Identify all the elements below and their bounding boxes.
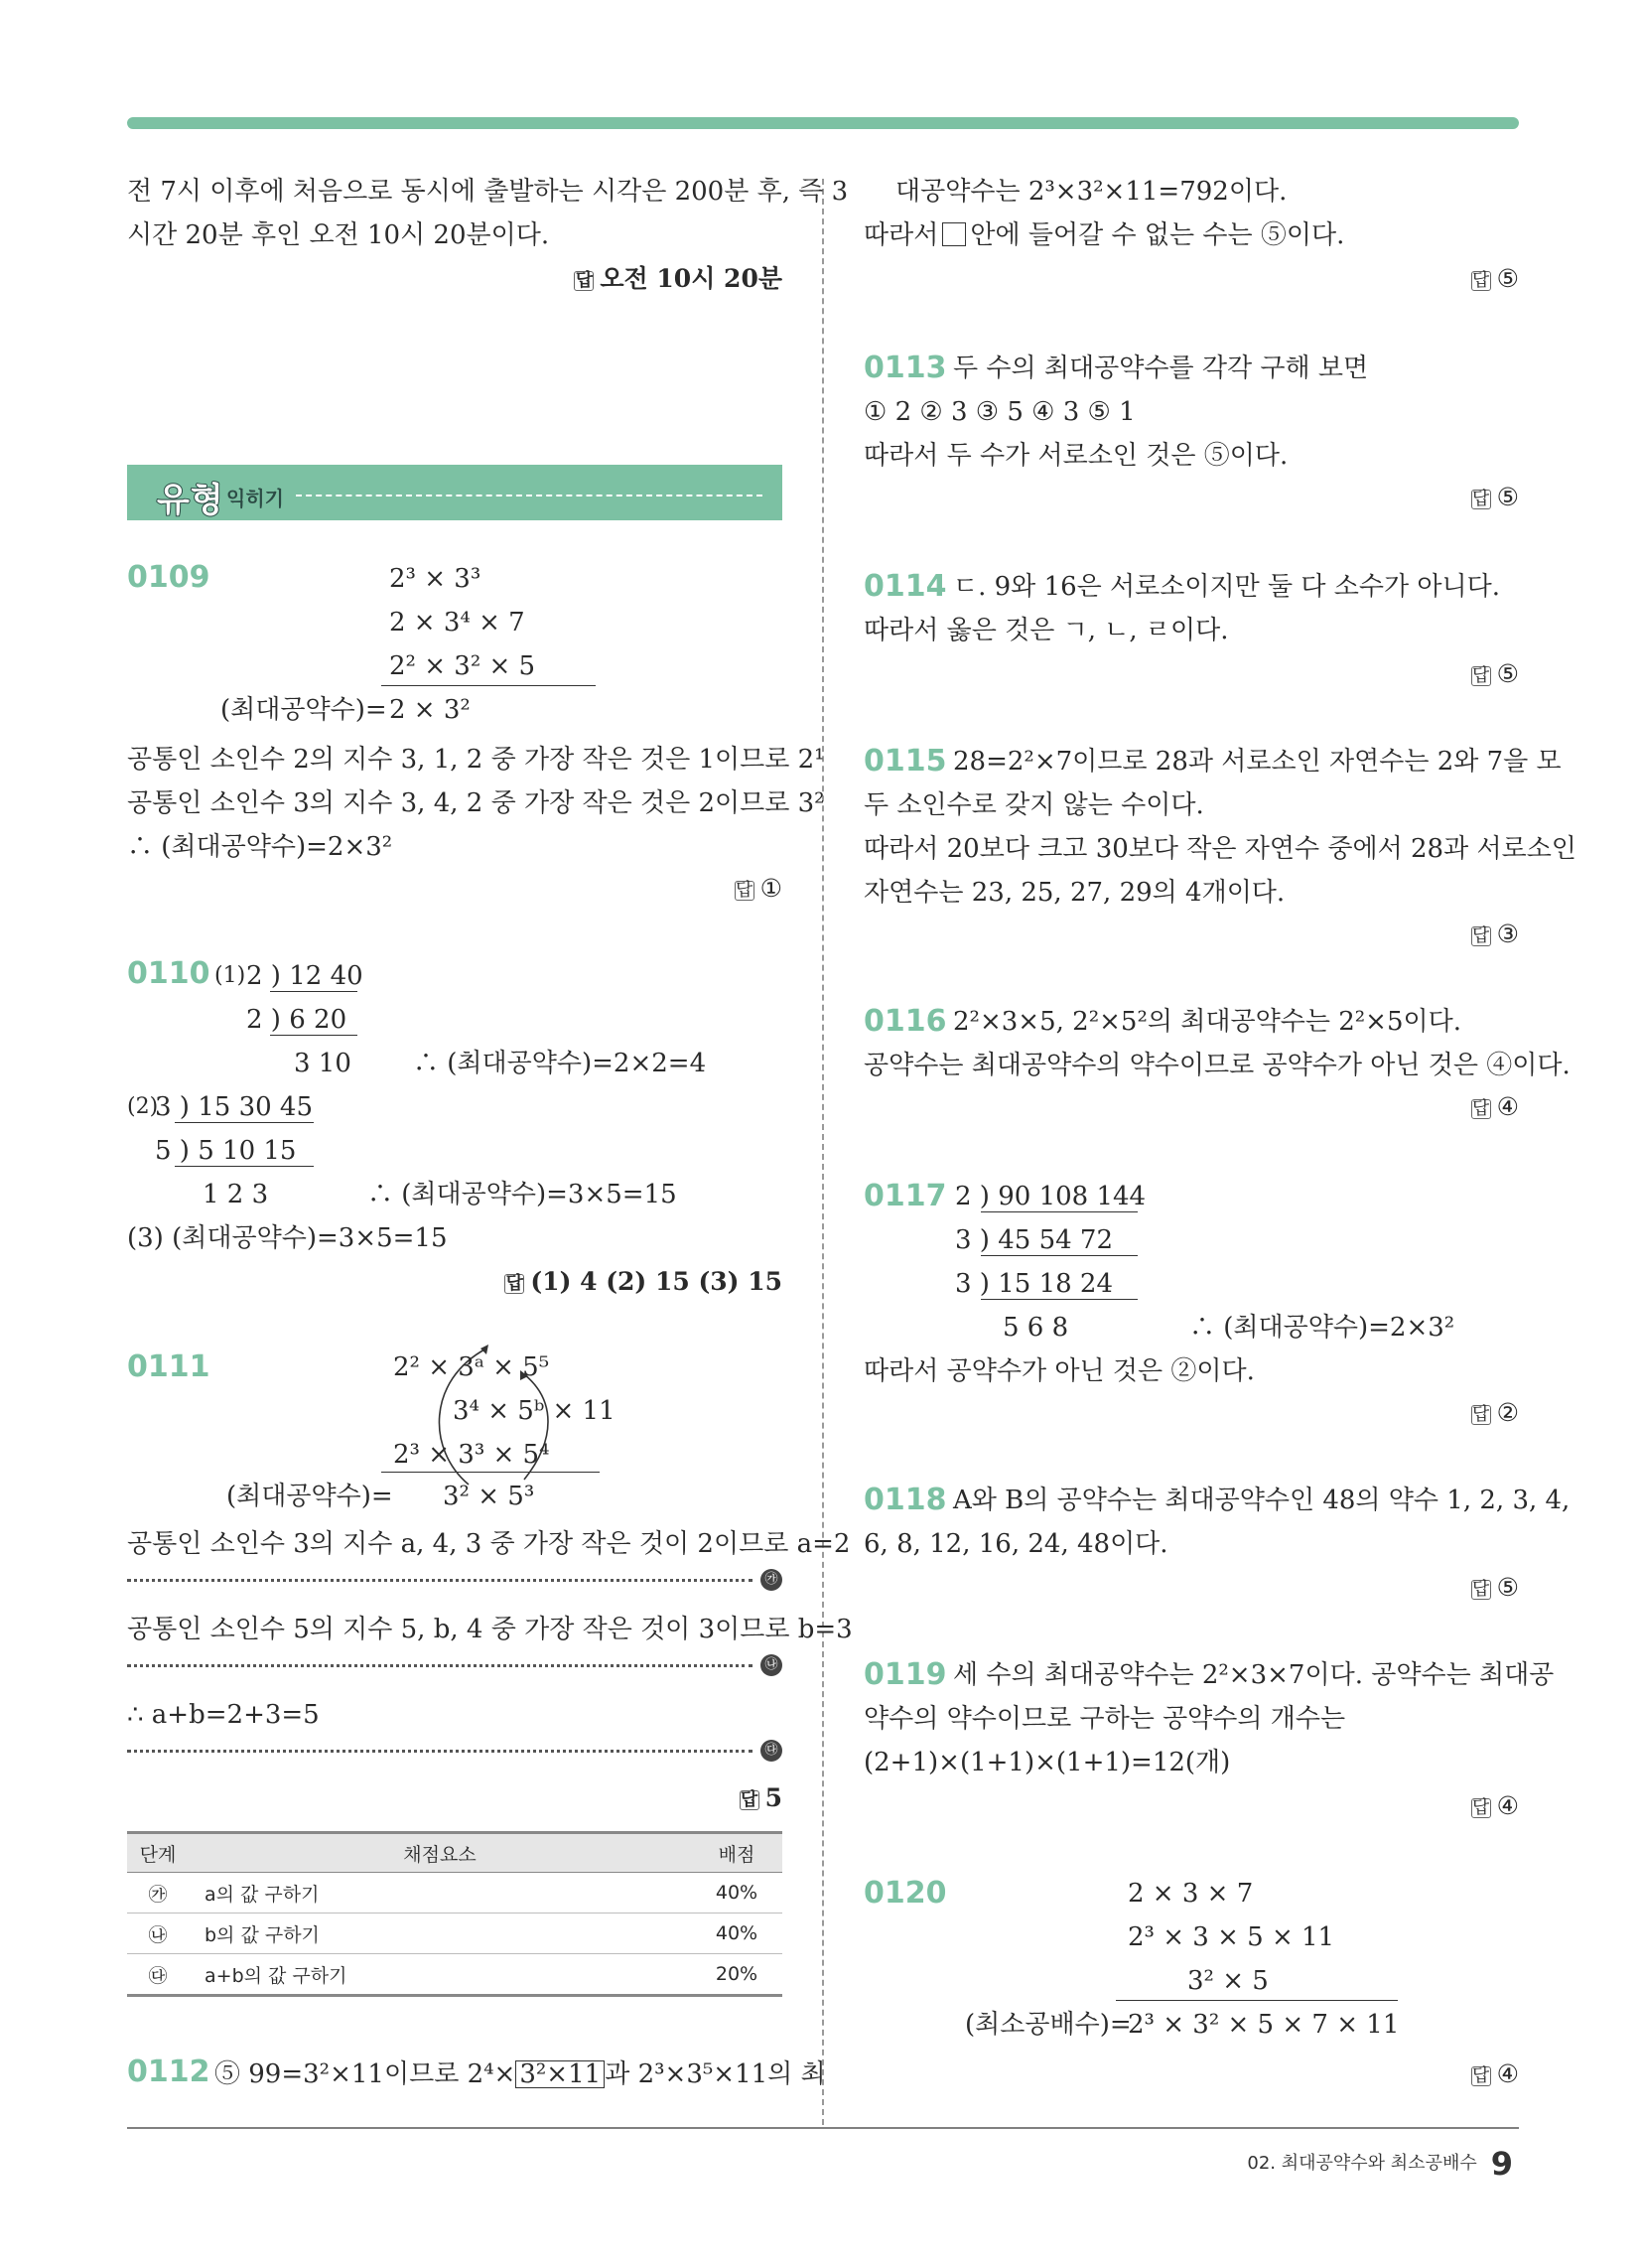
q115-line-2: 두 소인수로 갖지 않는 수이다. [864, 790, 1204, 820]
answer-mark-icon: 답 [1471, 1796, 1490, 1818]
q120-row-2: 2³ × 3 × 5 × 11 [1128, 1922, 1335, 1952]
q111-line-3: ∴ a+b=2+3=5 [127, 1700, 320, 1730]
q117-row-3: 3 ) 15 18 24 [955, 1269, 1113, 1299]
q118-line-1: A와 B의 공약수는 최대공약수인 48의 약수 1, 2, 3, 4, [953, 1486, 1571, 1515]
q110-part2-row-1: 3 ) 15 30 45 [155, 1092, 313, 1122]
blank-box-icon [942, 222, 966, 246]
answer-mark-icon: 답 [1471, 664, 1490, 686]
q117-line-3 [981, 1299, 1138, 1300]
q110-part1-row-1: 2 ) 12 40 [246, 961, 363, 991]
question-number-0119: 0119 [864, 1657, 947, 1692]
answer-mark-icon: 답 [1471, 1403, 1490, 1425]
q116-line-1: 2²×3×5, 2²×5²의 최대공약수는 2²×5이다. [953, 1007, 1461, 1037]
question-number-0111: 0111 [127, 1349, 210, 1384]
question-number-0116: 0116 [864, 1004, 947, 1039]
q118-answer: 답 ⑤ [1471, 1573, 1519, 1602]
q112-boxed-term: 3²×11 [515, 2060, 605, 2088]
q111-mark-1: ㉮ [760, 1569, 782, 1591]
q113-line-1: 두 수의 최대공약수를 각각 구해 보면 [953, 354, 1369, 383]
q111-line-1: 공통인 소인수 3의 지수 a, 4, 3 중 가장 작은 것이 2이므로 a=2 [127, 1529, 851, 1559]
q117-answer: 답 ② [1471, 1398, 1519, 1427]
answer-mark-icon: 답 [505, 1272, 524, 1294]
q111-dotted-line-1 [127, 1579, 753, 1582]
row-score: 40% [691, 1873, 782, 1914]
q119-answer: 답 ④ [1471, 1791, 1519, 1820]
q111-row-3: 2³ × 3³ × 5⁴ [393, 1440, 550, 1470]
q117-row-1: 2 ) 90 108 144 [955, 1182, 1147, 1211]
q116-line-2: 공약수는 최대공약수의 약수이므로 공약수가 아닌 것은 ④이다. [864, 1051, 1571, 1080]
q110-part1-row-2: 2 ) 6 20 [246, 1005, 347, 1035]
q109-answer: 답 ① [735, 874, 782, 903]
header-step: 단계 [127, 1833, 189, 1873]
cont-line-2 [864, 220, 1344, 250]
answer-mark-icon: 답 [740, 1788, 758, 1810]
answer-mark-icon: 답 [1471, 269, 1490, 291]
cont-line-2b: 안에 들어갈 수 없는 수는 ⑤이다. [970, 220, 1345, 250]
row-step: ㉰ [127, 1954, 189, 1996]
q112-line [214, 2059, 826, 2089]
q113-line-3: 따라서 두 수가 서로소인 것은 ⑤이다. [864, 441, 1289, 471]
top-accent-bar [127, 117, 1519, 129]
table-row [127, 1914, 782, 1954]
q111-mark-3: ㉰ [760, 1740, 782, 1762]
question-number-0117: 0117 [864, 1179, 947, 1213]
q109-line-2: 공통인 소인수 3의 지수 3, 4, 2 중 가장 작은 것은 2이므로 3² [127, 788, 825, 818]
question-number-0109: 0109 [127, 560, 210, 595]
footer-rule [127, 2127, 1519, 2129]
q117-row-4: 5 6 8 [1003, 1313, 1069, 1343]
header-score: 배점 [691, 1833, 782, 1873]
section-banner [127, 465, 782, 520]
q110-part3: (3) (최대공약수)=3×5=15 [127, 1223, 448, 1253]
row-item: b의 값 구하기 [189, 1914, 691, 1954]
q111-line-2: 공통인 소인수 5의 지수 5, b, 4 중 가장 작은 것이 3이므로 b=3 [127, 1615, 853, 1644]
q111-dotted-line-3 [127, 1750, 753, 1753]
q109-row-2: 2 × 3⁴ × 7 [389, 608, 525, 638]
q109-gcd-label: (최대공약수)= [220, 695, 387, 725]
q109-gcd-value: 2 × 3² [389, 695, 471, 725]
cont-line-1: 대공약수는 2³×3²×11=792이다. [895, 177, 1288, 207]
banner-dash [296, 495, 762, 496]
question-number-0113: 0113 [864, 351, 947, 385]
q113-answer: 답 ⑤ [1471, 483, 1519, 511]
intro-answer: 답 오전 10시 20분 [575, 264, 782, 293]
chapter-title: 02. 최대공약수와 최소공배수 [1247, 2153, 1477, 2174]
answer-mark-icon: 답 [735, 879, 753, 901]
q110-part1-result: ∴ (최대공약수)=2×2=4 [413, 1049, 707, 1078]
q111-gcd-value: 3² × 5³ [443, 1482, 535, 1511]
question-number-0115: 0115 [864, 744, 947, 779]
q111-mark-2: ㉯ [760, 1654, 782, 1676]
answer-mark-icon: 답 [575, 269, 594, 291]
q114-answer: 답 ⑤ [1471, 659, 1519, 688]
q110-p2-line-1 [175, 1122, 314, 1123]
q120-lcm-label: (최소공배수)= [965, 2010, 1132, 2040]
q115-line-1: 28=2²×7이므로 28과 서로소인 자연수는 2와 7을 모 [953, 747, 1562, 777]
q120-lcm-value: 2³ × 3² × 5 × 7 × 11 [1128, 2010, 1400, 2040]
q120-row-1: 2 × 3 × 7 [1128, 1879, 1254, 1909]
q114-line-2: 따라서 옳은 것은 ㄱ, ㄴ, ㄹ이다. [864, 616, 1229, 645]
row-item: a+b의 값 구하기 [189, 1954, 691, 1996]
answer-mark-icon: 답 [1471, 924, 1490, 946]
q112-text-a: ⑤ 99=3²×11이므로 2⁴× [214, 2059, 516, 2089]
q119-line-1: 세 수의 최대공약수는 2²×3×7이다. 공약수는 최대공 [953, 1660, 1555, 1690]
q114-line-1: ㄷ. 9와 16은 서로소이지만 둘 다 소수가 아니다. [953, 572, 1500, 602]
q110-answer: 답 (1) 4 (2) 15 (3) 15 [505, 1267, 782, 1296]
banner-title: 유형 [157, 481, 224, 520]
q115-line-3: 따라서 20보다 크고 30보다 작은 자연수 중에서 28과 서로소인 [864, 834, 1576, 864]
answer-mark-icon: 답 [1471, 2064, 1490, 2086]
q110-p2-line-2 [175, 1166, 314, 1167]
column-divider [822, 179, 824, 2125]
q110-part1-label: (1) [214, 963, 246, 988]
question-number-0112: 0112 [127, 2055, 210, 2089]
page-footer [1247, 2145, 1513, 2183]
question-number-0114: 0114 [864, 569, 947, 604]
answer-mark-icon: 답 [1471, 1578, 1490, 1600]
scoring-table [127, 1831, 782, 1997]
q117-line: 따라서 공약수가 아닌 것은 ②이다. [864, 1356, 1255, 1386]
q111-sum-line [381, 1472, 600, 1473]
q110-part2-result: ∴ (최대공약수)=3×5=15 [367, 1180, 677, 1209]
q119-line-2: 약수의 약수이므로 구하는 공약수의 개수는 [864, 1704, 1346, 1734]
q117-line-1 [981, 1211, 1138, 1212]
q109-line-3: ∴ (최대공약수)=2×3² [127, 832, 393, 862]
q110-part2-row-2: 5 ) 5 10 15 [155, 1136, 297, 1166]
table-row [127, 1954, 782, 1996]
q113-line-2: ① 2 ② 3 ③ 5 ④ 3 ⑤ 1 [864, 397, 1136, 427]
page-number: 9 [1490, 2145, 1513, 2183]
q111-answer: 답 5 [740, 1783, 782, 1812]
q110-part2-label: (2) [127, 1094, 159, 1119]
q109-row-1: 2³ × 3³ [389, 564, 481, 594]
intro-line-2: 시간 20분 후인 오전 10시 20분이다. [127, 220, 550, 250]
q119-line-3: (2+1)×(1+1)×(1+1)=12(개) [864, 1748, 1231, 1777]
q110-p1-line-2 [270, 1035, 357, 1036]
q111-row-1: 2² × 3ᵃ × 5⁵ [393, 1352, 550, 1382]
q117-row-2: 3 ) 45 54 72 [955, 1225, 1113, 1255]
q109-sum-line [381, 685, 596, 686]
q120-answer: 답 ④ [1471, 2059, 1519, 2088]
q109-row-3: 2² × 3² × 5 [389, 651, 536, 681]
q110-part2-row-3: 1 2 3 [203, 1180, 269, 1209]
q110-part1-row-3: 3 10 [294, 1049, 351, 1078]
question-number-0120: 0120 [864, 1876, 947, 1911]
intro-line-1: 전 7시 이후에 처음으로 동시에 출발하는 시각은 200분 후, 즉 3 [127, 177, 849, 207]
q111-dotted-line-2 [127, 1664, 753, 1667]
q111-gcd-label: (최대공약수)= [226, 1482, 393, 1511]
q115-answer: 답 ③ [1471, 920, 1519, 948]
q112-text-b: 과 2³×3⁵×11의 최 [605, 2059, 826, 2089]
question-number-0110: 0110 [127, 956, 210, 991]
scoring-table-header [127, 1833, 782, 1873]
row-score: 40% [691, 1914, 782, 1954]
question-number-0118: 0118 [864, 1483, 947, 1517]
q120-sum-line [1116, 2000, 1398, 2001]
q111-row-2: 3⁴ × 5ᵇ × 11 [453, 1396, 616, 1426]
q117-line-2 [981, 1255, 1138, 1256]
row-step: ㉯ [127, 1914, 189, 1954]
q109-line-1: 공통인 소인수 2의 지수 3, 1, 2 중 가장 작은 것은 1이므로 2¹ [127, 745, 825, 775]
answer-mark-icon: 답 [1471, 1097, 1490, 1119]
banner-subtitle: 익히기 [226, 487, 284, 510]
header-item: 채점요소 [189, 1833, 691, 1873]
q118-line-2: 6, 8, 12, 16, 24, 48이다. [864, 1529, 1168, 1559]
q115-line-4: 자연수는 23, 25, 27, 29의 4개이다. [864, 878, 1286, 908]
q117-result: ∴ (최대공약수)=2×3² [1189, 1313, 1455, 1343]
row-step: ㉮ [127, 1873, 189, 1914]
row-item: a의 값 구하기 [189, 1873, 691, 1914]
q110-p1-line-1 [270, 991, 357, 992]
q120-row-3: 3² × 5 [1187, 1966, 1269, 1996]
row-score: 20% [691, 1954, 782, 1996]
table-row [127, 1873, 782, 1914]
q116-answer: 답 ④ [1471, 1092, 1519, 1121]
answer-mark-icon: 답 [1471, 488, 1490, 509]
cont-answer: 답 ⑤ [1471, 264, 1519, 293]
cont-line-2a: 따라서 [864, 220, 939, 250]
